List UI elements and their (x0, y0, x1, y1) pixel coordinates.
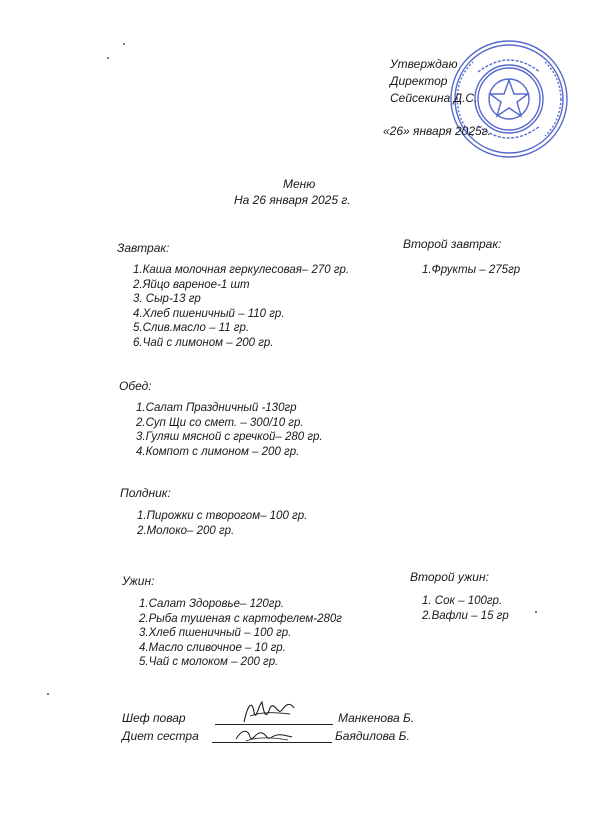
list-item: 6.Чай с лимоном – 200 гр. (133, 336, 274, 349)
list-item: 1.Пирожки с творогом– 100 гр. (137, 510, 308, 522)
approval-name: Сейсекина Д.С. (390, 91, 478, 105)
list-item: 1. Сок – 100гр. (422, 595, 503, 607)
list-item: 2.Молоко– 200 гр. (137, 524, 235, 537)
lunch-heading: Обед: (119, 379, 152, 393)
list-item: 5.Слив.масло – 11 гр. (133, 322, 250, 334)
breakfast-list (133, 263, 349, 350)
list-item: 2.Рыба тушеная с картофелем-280г (139, 612, 342, 625)
scan-speck (47, 693, 49, 695)
list-item: 1.Салат Праздничный -130гр (136, 402, 297, 414)
scan-speck (535, 611, 537, 613)
page-title: Меню (283, 177, 316, 191)
scan-speck (123, 43, 125, 45)
list-item: 2.Суп Щи со смет. – 300/10 гр. (136, 416, 304, 429)
snack-list (137, 509, 307, 538)
approval-label: Утверждаю (390, 57, 458, 71)
dinner-heading: Ужин: (122, 574, 155, 588)
list-item: 2.Яйцо вареное-1 шт (133, 278, 250, 291)
lunch-list (136, 401, 323, 459)
diet-nurse-signature (232, 725, 296, 747)
chef-name: Манкенова Б. (338, 711, 415, 725)
breakfast-heading: Завтрак: (117, 241, 170, 255)
second-breakfast-heading: Второй завтрак: (403, 237, 502, 251)
dinner-list (139, 597, 342, 670)
list-item: 4.Компот с лимоном – 200 гр. (136, 445, 300, 458)
list-item: 1.Фрукты – 275гр (422, 264, 521, 276)
approval-date: «26» января 2025г. (383, 124, 491, 138)
list-item: 2.Вафли – 15 гр (422, 609, 509, 622)
list-item: 1.Каша молочная геркулесовая– 270 гр. (133, 264, 350, 276)
list-item: 3. Сыр-13 гр (133, 293, 201, 305)
diet-nurse-name: Баядилова Б. (335, 729, 410, 743)
diet-nurse-label: Диет сестра (122, 729, 199, 743)
chef-label: Шеф повар (122, 711, 186, 725)
second-breakfast-list (422, 263, 520, 278)
snack-heading: Полдник: (120, 486, 171, 500)
approval-position: Директор (390, 74, 448, 88)
second-dinner-list (422, 594, 509, 623)
list-item: 1.Салат Здоровье– 120гр. (139, 598, 285, 610)
scan-speck (107, 57, 109, 59)
list-item: 3.Гуляш мясной с гречкой– 280 гр. (136, 431, 323, 443)
second-dinner-heading: Второй ужин: (410, 570, 489, 584)
list-item: 5.Чай с молоком – 200 гр. (139, 656, 279, 668)
list-item: 3.Хлеб пшеничный – 100 гр. (139, 627, 292, 639)
page-subtitle: На 26 января 2025 г. (234, 193, 351, 207)
list-item: 4.Хлеб пшеничный – 110 гр. (133, 307, 285, 320)
list-item: 4.Масло сливочное – 10 гр. (139, 641, 286, 654)
